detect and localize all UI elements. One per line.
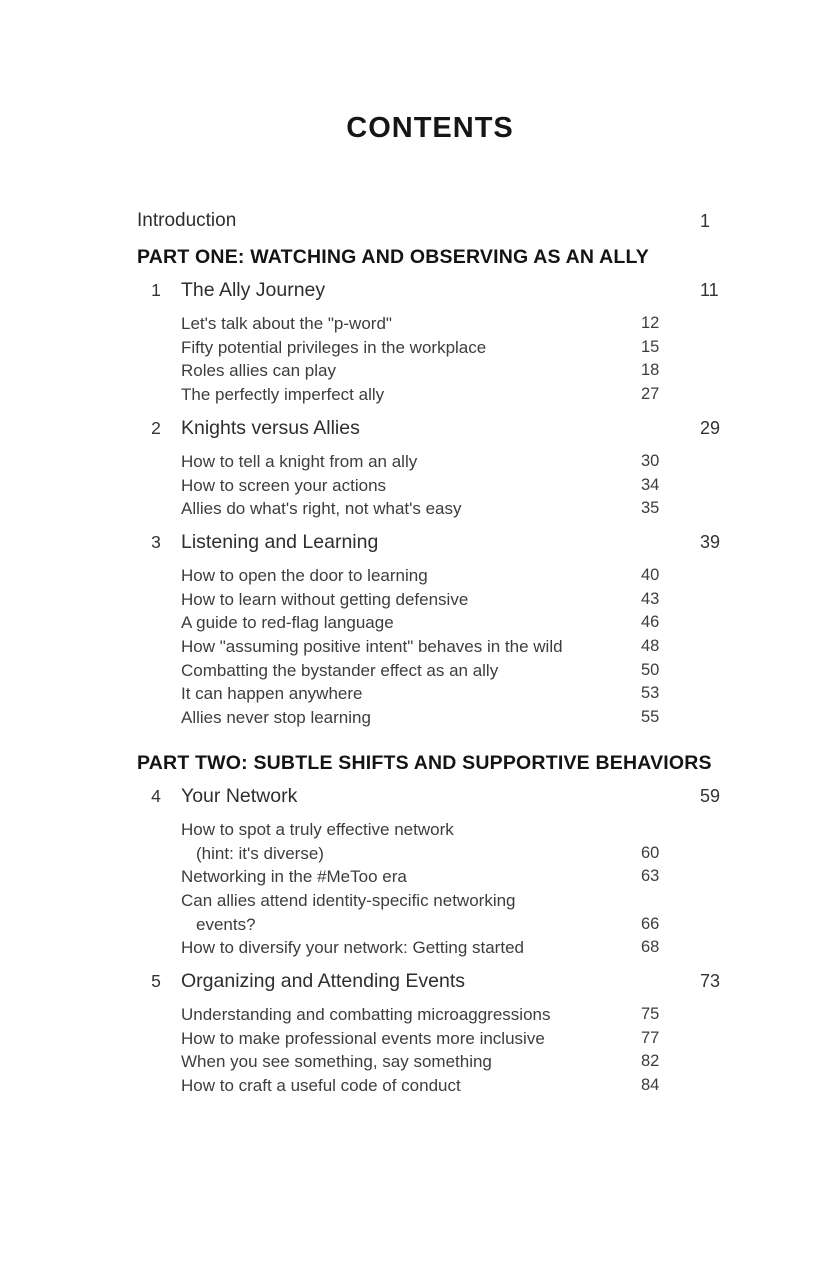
toc-subsection-entry (137, 564, 723, 588)
chapter-number: 2 (151, 417, 161, 438)
table-of-contents (137, 208, 723, 1104)
subsection-title: events? (196, 914, 256, 934)
subsection-page-number: 34 (641, 475, 660, 494)
subsection-title: A guide to red-flag language (181, 613, 394, 633)
subsection-title: The perfectly imperfect ally (181, 385, 385, 405)
toc-entry-label: Introduction (137, 210, 237, 231)
subsection-title: How to make professional events more inclusive (181, 1028, 545, 1048)
subsection-title: Fifty potential privileges in the workplace (181, 337, 487, 357)
chapter-number: 5 (151, 971, 161, 992)
chapter-title: Organizing and Attending Events (181, 970, 466, 993)
subsection-title: It can happen anywhere (181, 684, 363, 704)
toc-subsection-entry (137, 474, 723, 498)
toc-subsection-entry (137, 659, 723, 683)
toc-subsection-entry (137, 312, 723, 336)
toc-subsection-entry (137, 1027, 723, 1051)
subsection-title: How to screen your actions (181, 475, 387, 495)
subsection-page-number: 68 (641, 938, 660, 957)
subsection-page-number: 66 (641, 914, 660, 933)
subsection-title: Allies do what's right, not what's easy (181, 499, 462, 519)
toc-subsection-entry (137, 588, 723, 612)
chapter-page-number: 11 (700, 280, 719, 300)
toc-subsection-entry (137, 1003, 723, 1027)
subsection-page-number: 40 (641, 565, 660, 584)
subsection-page-number: 27 (641, 385, 660, 404)
toc-sections (137, 244, 723, 1098)
subsection-page-number: 48 (641, 637, 660, 656)
subsection-page-number: 55 (641, 708, 660, 727)
toc-chapter-entry (137, 275, 723, 305)
chapter-page-number: 39 (700, 531, 721, 552)
toc-subsection-entry (137, 682, 723, 706)
subsection-page-number: 18 (641, 361, 660, 380)
chapter-title: The Ally Journey (181, 279, 326, 301)
chapter-number: 4 (151, 785, 161, 806)
toc-subsection-entry (137, 913, 723, 937)
subsection-page-number: 60 (641, 843, 660, 862)
toc-subsection-entry (137, 497, 723, 521)
toc-subsection-entry (137, 706, 723, 730)
subsection-title: (hint: it's diverse) (196, 843, 324, 863)
subsection-title: How to open the door to learning (181, 565, 428, 585)
page-title: CONTENTS (346, 112, 514, 144)
subsection-page-number: 30 (641, 451, 660, 470)
toc-subsection-entry (137, 842, 723, 866)
subsection-page-number: 35 (641, 499, 660, 518)
chapter-number: 1 (151, 280, 161, 300)
chapter-subsections (137, 818, 723, 960)
toc-subsection-entry (137, 336, 723, 360)
toc-chapter-entry (137, 966, 723, 996)
toc-entry-introduction (137, 208, 723, 234)
subsection-page-number: 43 (641, 589, 660, 608)
subsection-page-number: 84 (641, 1076, 660, 1095)
toc-subsection-entry (137, 889, 723, 913)
subsection-page-number: 12 (641, 314, 660, 332)
subsection-page-number: 53 (641, 684, 660, 703)
toc-chapter-entry (137, 527, 723, 557)
chapter-title: Your Network (181, 784, 298, 807)
subsection-page-number: 75 (641, 1005, 660, 1024)
toc-subsection-entry (137, 383, 723, 407)
subsection-title: Roles allies can play (181, 361, 336, 381)
subsection-title: Allies never stop learning (181, 708, 371, 728)
chapter-title: Knights versus Allies (181, 416, 360, 439)
chapter-page-number: 29 (700, 417, 721, 438)
subsection-title: Let's talk about the "p-word" (181, 314, 392, 333)
subsection-title: How "assuming positive intent" behaves in the wild (181, 637, 563, 657)
chapter-page-number: 59 (700, 785, 721, 806)
toc-subsection-entry (137, 1050, 723, 1074)
subsection-page-number: 77 (641, 1028, 660, 1047)
toc-subsection-entry (137, 611, 723, 635)
subsection-title: Can allies attend identity-specific networking (181, 890, 516, 910)
chapter-subsections (137, 564, 723, 730)
chapter-subsections (137, 312, 723, 407)
toc-subsection-entry (137, 1074, 723, 1098)
subsection-title: Networking in the #MeToo era (181, 867, 407, 887)
toc-chapter-entry (137, 413, 723, 443)
subsection-page-number: 46 (641, 613, 660, 632)
chapter-subsections (137, 1003, 723, 1098)
toc-subsection-entry (137, 635, 723, 659)
subsection-title: How to craft a useful code of conduct (181, 1076, 461, 1096)
toc-subsection-entry (137, 359, 723, 383)
chapter-number: 3 (151, 531, 161, 552)
subsection-title: How to spot a truly effective network (181, 819, 454, 839)
chapter-title: Listening and Learning (181, 530, 379, 553)
subsection-page-number: 63 (641, 867, 660, 886)
toc-subsection-entry (137, 865, 723, 889)
subsection-page-number: 82 (641, 1052, 660, 1071)
part-heading: PART TWO: SUBTLE SHIFTS AND SUPPORTIVE BEHAVIORS (137, 751, 712, 774)
part-heading: PART ONE: WATCHING AND OBSERVING AS AN ALLY (137, 246, 650, 268)
subsection-title: When you see something, say something (181, 1052, 492, 1072)
toc-subsection-entry (137, 936, 723, 960)
subsection-title: Combatting the bystander effect as an ally (181, 660, 499, 680)
subsection-title: How to learn without getting defensive (181, 589, 469, 609)
subsection-title: How to tell a knight from an ally (181, 451, 418, 471)
subsection-page-number: 15 (641, 337, 660, 356)
chapter-page-number: 73 (700, 971, 721, 992)
toc-chapter-entry (137, 781, 723, 811)
chapter-subsections (137, 450, 723, 521)
toc-entry-page-number: 1 (700, 211, 711, 231)
subsection-page-number: 50 (641, 660, 660, 679)
toc-subsection-entry (137, 818, 723, 842)
subsection-title: How to diversify your network: Getting started (181, 938, 524, 958)
subsection-title: Understanding and combatting microaggressions (181, 1005, 551, 1025)
toc-subsection-entry (137, 450, 723, 474)
